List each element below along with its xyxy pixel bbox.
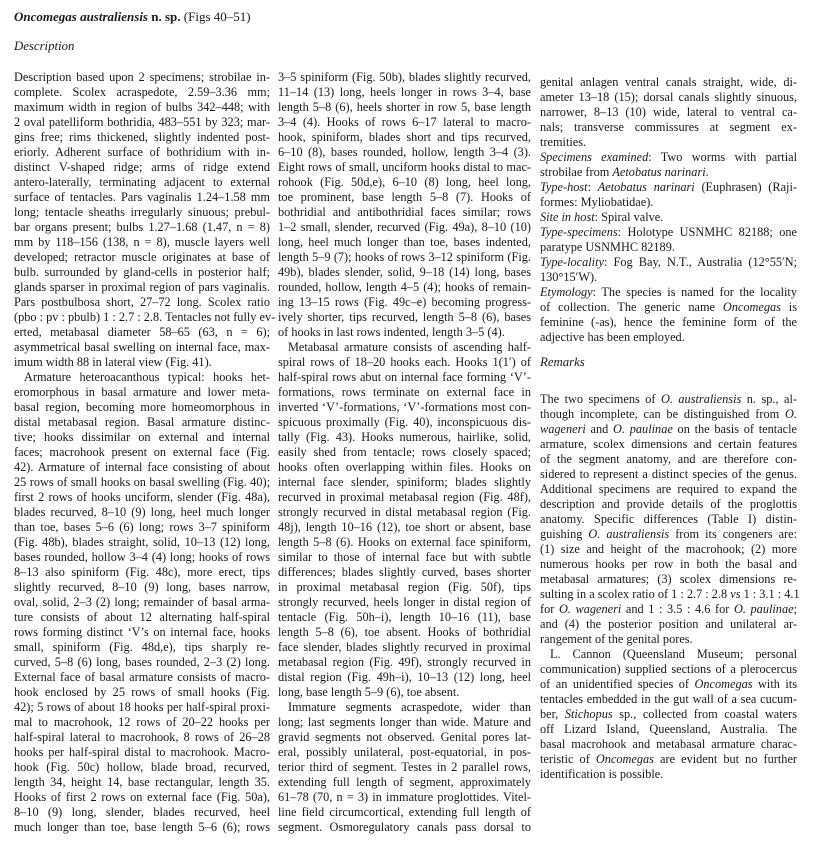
text-line: gravid segments not observed. Genital pores lat- — [278, 730, 531, 744]
text-line: than toe, bases 5–6 (6) long; rows 3–7 spiniform — [14, 520, 270, 534]
text-line: 11–14 (13) long, heels longer in rows 3–4, base — [278, 85, 531, 99]
paragraph — [14, 70, 276, 370]
text-line: ively shorter, tips recurved, length 5–8 (6), bases — [278, 310, 531, 324]
text-line: long, base length 5–9 (6), toe absent. — [278, 685, 460, 699]
text-line: tive; hooks dissimilar on external and internal — [14, 430, 270, 444]
italic-text: Aetobatus narinari — [597, 180, 695, 194]
text-line: length 5–8 (6). Hooks on external face spiniform, — [278, 535, 531, 549]
text-line: complete. Scolex acraspedote, 2.59–3.36 mm; — [14, 85, 270, 99]
text-line: nals; transverse commissures at segment ex- — [540, 120, 797, 134]
text-line: bulb. surrounded by gland-cells in posterior half; — [14, 265, 270, 279]
description-heading: Description — [14, 39, 75, 53]
italic-text: Oncomegas — [694, 677, 753, 691]
text-run: is — [780, 300, 797, 314]
remarks-section — [540, 392, 800, 782]
text-run: : Spiral valve. — [594, 210, 664, 224]
text-line: 48j), length 10–16 (12), toe short or absent, base — [278, 520, 531, 534]
text-line: half-spiral lateral to macrohook, 8 rows of 26–28 — [14, 730, 270, 744]
text-line — [540, 752, 797, 767]
text-line: extending full length of segment, approximately — [278, 775, 531, 789]
text-run: though incomplete, can be distinguished from — [540, 407, 786, 421]
text-line: terior third of segment. Testes in 2 parallel rows, — [278, 760, 531, 774]
text-run: teristic of — [540, 752, 596, 766]
text-line: in proximal metabasal region (Fig. 50f), tips — [278, 580, 531, 594]
italic-text: O. australiensis — [660, 392, 742, 406]
text-line: paratype USNMHC 82189. — [540, 240, 675, 254]
text-run: of collection. The generic name — [540, 300, 723, 314]
text-line: description and provide details of the proglottis — [540, 497, 797, 511]
text-line: rounded, hollow, length 4–5 (4); hooks of remain- — [278, 280, 531, 294]
text-line: easily shed from tentacle; rows closely spaced; — [278, 445, 531, 459]
italic-text: O. australiensis — [588, 527, 670, 541]
text-line: mal to macrohook, 12 rows of 20–22 hooks per — [14, 715, 270, 729]
text-line: first 2 rows of hooks unciform, slender (Fig. 48a), — [14, 490, 270, 504]
text-line: metabasal armatures; (3) scolex dimensions re- — [540, 572, 797, 586]
text-line: oval, solid, 2–3 (2) long; remainder of basal arma- — [14, 595, 270, 609]
text-line: strongly recurved, heels longer in distal region of — [278, 595, 531, 609]
text-line: 3–4 (4). Hooks of rows 6–17 lateral to macro- — [278, 115, 531, 129]
text-line: internal face slender, spiniform; blades slightly — [278, 475, 531, 489]
text-line: armature, scolex dimensions and certain features — [540, 437, 797, 451]
paragraph — [540, 285, 797, 345]
text-line: 6–10 (8), bases rounded, hollow, length 3–4 (3). — [278, 145, 531, 159]
text-line: 25 rows of small hooks on basal swelling (Fig. 40); — [14, 475, 270, 489]
paragraph — [540, 255, 797, 285]
text-line: hooks often overlapping within files. Hooks on — [278, 460, 531, 474]
text-line: erted, metabasal diameter 58–65 (63, n = 6); — [14, 325, 270, 339]
text-run: sulting in a scolex ratio of 1 : 2.7 : 2.8 — [540, 587, 731, 601]
text-run: from its congeners are: — [669, 527, 798, 541]
text-line: ture consists of about 12 alternating half-spiral — [14, 610, 270, 624]
text-line: of the segment anatomy, and are therefore con- — [540, 452, 797, 466]
text-line: adjective has been employed. — [540, 330, 685, 344]
text-line: 2 oval patelliform bothridia, 483–551 by 323; mar- — [14, 115, 270, 129]
text-line: spiral rows of 18–20 hooks each. Hooks 1(1′) of — [278, 355, 531, 369]
italic-text: O. — [785, 407, 797, 421]
text-line: length 5–8 (6), heels shorter in row 5, base length — [278, 100, 531, 114]
text-line: formations, rows terminate on external face in — [278, 385, 531, 399]
text-line: eriorly. Adherent surface of bothridium with in- — [14, 145, 270, 159]
italic-text: Type-specimens — [540, 225, 618, 239]
text-line: metabasal region (Fig. 49f), strongly recurved in — [278, 655, 531, 669]
text-run: . — [705, 165, 709, 179]
text-run: ber, — [540, 707, 565, 721]
text-line: much longer than toe, base length 5–6 (6); rows — [14, 820, 270, 834]
italic-text: Type-locality — [540, 255, 604, 269]
text-line: eromorphous in basal armature and lower meta- — [14, 385, 270, 399]
text-line: ing 13–15 rows (Fig. 49c–e) becoming progress- — [278, 295, 531, 309]
text-line: anatomy. Specific differences (Table I) distin- — [540, 512, 797, 526]
text-line: (1) size and height of the macrohook; (2) more — [540, 542, 797, 556]
text-line: tally (Fig. 43). Hooks numerous, hairlike, solid, — [278, 430, 531, 444]
italic-text: vs — [730, 587, 741, 601]
text-line: Additional specimens are required to expand the — [540, 482, 797, 496]
text-line: communication) supplied sections of a plerocercus — [540, 662, 797, 676]
text-line — [540, 225, 797, 240]
text-line — [540, 255, 797, 270]
text-line: Eight rows of small, unciform hooks distal to mac- — [278, 160, 531, 174]
taxonomy-section — [540, 75, 797, 345]
text-line: long, heel much longer than toe, bases indented, — [278, 235, 531, 249]
text-run: of an unidentified species of — [540, 677, 695, 691]
remarks-heading: Remarks — [540, 355, 585, 369]
paragraph — [278, 340, 531, 700]
text-line: basal region, becoming more homeomorphous in — [14, 400, 270, 414]
text-run: 1 : 3.1 : 4.1 — [740, 587, 800, 601]
text-line — [540, 527, 797, 542]
text-line: basal macrohook and metabasal armature charac- — [540, 737, 797, 751]
text-line: length 34, height 14, base rectangular, length 35. — [14, 775, 270, 789]
text-line: narrower, 8–13 (10) wide, lateral to ventral ca- — [540, 105, 797, 119]
text-line — [540, 210, 797, 225]
text-run: : — [587, 180, 598, 194]
text-line: rohook (Fig. 50d,e), 6–10 (8) long, heel long, — [278, 175, 531, 189]
text-line: distal metabasal region. Basal armature distinc- — [14, 415, 270, 429]
text-line: imum width 88 in lateral view (Fig. 41). — [14, 355, 212, 369]
species-heading — [14, 9, 251, 25]
text-line: distal region (Fig. 49h–i), 10–13 (12) long, heel — [278, 670, 531, 684]
text-line: 3–5 spiniform (Fig. 50b), blades slightly recurved, — [278, 70, 531, 84]
text-line: tremities. — [540, 135, 587, 149]
text-run: sp., collected from coastal waters — [612, 707, 798, 721]
text-line: length 5–8 (6), toe absent. Hooks of bothridial — [278, 625, 531, 639]
text-line: bases rounded, hollow 3–4 (4) long; hooks of rows — [14, 550, 270, 564]
text-line: off Lizard Island, Queensland, Australia. The — [540, 722, 797, 736]
text-line: 130°15′W). — [540, 270, 598, 284]
text-line: 8–10 (9) long, slender, blades recurved, heel — [14, 805, 270, 819]
text-run: for — [540, 602, 559, 616]
text-run: with its — [752, 677, 797, 691]
text-line — [540, 587, 800, 602]
text-line: and (4) the posterior position and unilateral ar- — [540, 617, 797, 631]
text-line: Immature segments acraspedote, wider than — [288, 700, 531, 714]
italic-text: Stichopus — [564, 707, 613, 721]
text-line: Description based upon 2 specimens; strobilae in- — [14, 70, 270, 84]
column-3 — [540, 75, 800, 782]
text-line: formes: Myliobatidae). — [540, 195, 654, 209]
text-line — [540, 180, 797, 195]
text-run: The two specimens of — [540, 392, 661, 406]
text-run: strobilae from — [540, 165, 613, 179]
paragraph — [278, 70, 531, 340]
text-line: spicuous proximally (Fig. 40), inconspicuous dis- — [278, 415, 531, 429]
text-run: and 1 : 3.5 : 4.6 for — [621, 602, 734, 616]
text-line: mm by 118–156 (138, n = 8), muscle layers well — [14, 235, 270, 249]
text-line — [540, 602, 797, 617]
text-run: n. sp., al- — [741, 392, 798, 406]
text-line: gins free; rims thickened, slightly indented post- — [14, 130, 270, 144]
text-line: strongly recurved in distal metabasal region (Fig. — [278, 505, 531, 519]
paragraph — [540, 150, 797, 180]
text-line: long; tentacle sheaths irregularly sinuous; prebul- — [14, 205, 270, 219]
text-line: identification is possible. — [540, 767, 664, 781]
text-run: are evident but no further — [653, 752, 798, 766]
text-line: blades recurved, 8–10 (9) long, heel much longer — [14, 505, 270, 519]
text-run: : Fog Bay, N.T., Australia (12°55′N; — [603, 255, 797, 269]
text-line — [540, 150, 797, 165]
text-line: surface of tentacles. Pars vaginalis 1.24–1.58 mm — [14, 190, 270, 204]
species-name: Oncomegas australiensis — [14, 9, 148, 24]
text-line: 49b), blades slender, solid, 9–18 (14) long, bases — [278, 265, 531, 279]
text-line: (Fig. 48b), blades straight, solid, 10–13 (12) long, — [14, 535, 270, 549]
text-line: 8–13 also spiniform (Fig. 48c), more erect, tips — [14, 565, 270, 579]
text-line: numerous hooks per row in both the basal and — [540, 557, 797, 571]
italic-text: Type-host — [540, 180, 588, 194]
text-line: long; last segments longer than wide. Mature and — [278, 715, 531, 729]
text-run: : Two worms with partial — [648, 150, 798, 164]
text-line: bar organs present; bulbs 1.27–1.68 (1.47, n = 8) — [14, 220, 270, 234]
text-line: hooks per half-spiral distal to macrohook. Macro- — [14, 745, 270, 759]
text-line — [540, 707, 797, 722]
text-line: face slender, blades slightly recurved in proximal — [278, 640, 531, 654]
text-line — [540, 285, 797, 300]
text-run: : The species is named for the locality — [592, 285, 797, 299]
italic-text: O. wageneri — [558, 602, 622, 616]
text-run: on the basis of tentacle — [672, 422, 797, 436]
text-line: tentacles embedded in the gut wall of a sea cucum- — [540, 692, 797, 706]
italic-text: Site in host — [540, 210, 595, 224]
text-line: genital anlagen ventral canals straight, wide, di- — [540, 75, 797, 89]
paragraph — [540, 75, 797, 150]
text-line: faces; macrohook present on external face (Fig. — [14, 445, 270, 459]
text-line — [540, 407, 797, 422]
text-line: antero-laterally, terminating adjacent to external — [14, 175, 270, 189]
figure-reference: (Figs 40–51) — [180, 9, 251, 24]
new-species-label: n. sp. — [148, 9, 181, 24]
italic-text: Specimens examined — [540, 150, 649, 164]
paragraph — [540, 647, 797, 782]
text-line — [540, 300, 797, 315]
text-line: line field circumcortical, extending full length of — [278, 805, 531, 819]
text-line: inverted ‘V’-formations, ‘V’-formations most con- — [278, 400, 531, 414]
italic-text: Aetobatus narinari — [612, 165, 706, 179]
column-2 — [278, 70, 531, 835]
text-line: small, spiniform (Fig. 48d,e), tips sharply re- — [14, 640, 270, 654]
text-line — [540, 422, 797, 437]
text-line: differences; blades slightly curved, bases shorter — [278, 565, 531, 579]
text-line: segment. Osmoregulatory canals pass dorsal to — [278, 820, 531, 834]
text-line: hook, spiniform, blades short and tips recurved, — [278, 130, 531, 144]
text-line: 42); 5 rows of about 18 hooks per half-spiral proxi- — [14, 700, 270, 714]
text-line: hook enclosed by 25 rows of small hooks (Fig. — [14, 685, 270, 699]
text-run: guishing — [540, 527, 589, 541]
text-line: curved, 5–8 (6) long, bases rounded, 2–3 (2) long. — [14, 655, 270, 669]
text-line: rows forming distinct ‘V’s on internal face, hooks — [14, 625, 270, 639]
text-run: and — [585, 422, 614, 436]
text-line: Pars postbulbosa short, 27–72 long. Scolex ratio — [14, 295, 270, 309]
paragraph — [278, 700, 531, 835]
paragraph — [540, 225, 797, 255]
text-line: rangement of the genital pores. — [540, 632, 693, 646]
text-line: feminine (-as), hence the feminine form of the — [540, 315, 797, 329]
italic-text: Etymology — [540, 285, 593, 299]
text-line: Metabasal armature consists of ascending half- — [288, 340, 531, 354]
text-run: : Holotype USNMHC 82188; one — [617, 225, 797, 239]
paragraph — [540, 180, 797, 210]
text-line — [540, 165, 797, 180]
text-line: recurved in proximal metabasal region (Fig. 48f), — [278, 490, 531, 504]
text-run: ; — [793, 602, 797, 616]
text-line: maximum width in region of bulbs 342–448; with — [14, 100, 270, 114]
text-line — [540, 677, 797, 692]
text-line: distinct V-shaped ridge; arms of ridge extend — [14, 160, 270, 174]
text-line: similar to those of internal face but with subtle — [278, 550, 531, 564]
text-line: developed; retractor muscle originates at base of — [14, 250, 270, 264]
text-line: (pbo : pv : pbulb) 1 : 2.7 : 2.8. Tentacles not fully ev- — [14, 310, 276, 324]
text-line: L. Cannon (Queensland Museum; personal — [550, 647, 797, 661]
paragraph — [14, 370, 270, 835]
paragraph — [540, 392, 800, 647]
text-line: 42). Armature of internal face consisting of about — [14, 460, 270, 474]
italic-text: O. paulinae — [733, 602, 794, 616]
text-line: tentacle (Fig. 50h–i), length 10–16 (11), base — [278, 610, 531, 624]
text-line: ameter 13–18 (15); dorsal canals slightly sinuous, — [540, 90, 797, 104]
text-line: eral, possibly unilateral, post-equatorial, in pos- — [278, 745, 531, 759]
text-line: asymmetrical basal swelling on internal face, max- — [14, 340, 270, 354]
text-line: bothridial and antibothridial faces similar; rows — [278, 205, 531, 219]
italic-text: O. paulinae — [613, 422, 673, 436]
text-line: hook (Fig. 50c) hollow, blade broad, recurved, — [14, 760, 270, 774]
italic-text: Oncomegas — [722, 300, 781, 314]
text-line: length 5–9 (7); hooks of rows 3–12 spiniform (Fig. — [278, 250, 531, 264]
text-line: Hooks of first 2 rows on external face (Fig. 50a), — [14, 790, 270, 804]
text-line: Armature heteroacanthous typical: hooks het- — [24, 370, 270, 384]
text-line: External face of basal armature consists of macro- — [14, 670, 270, 684]
column-1 — [14, 70, 276, 835]
text-line: toe prominent, base length 5–8 (7). Hooks of — [278, 190, 531, 204]
text-line: 1–2 small, slender, recurved (Fig. 49a), 8–10 (10) — [278, 220, 531, 234]
italic-text: Oncomegas — [595, 752, 654, 766]
italic-text: wageneri — [540, 422, 586, 436]
text-line: glands sparser in proximal region of pars vaginalis. — [14, 280, 270, 294]
text-line: slightly recurved, 8–10 (9) long, bases narrow, — [14, 580, 270, 594]
text-line: 61–78 (70, n = 3) in immature proglottides. Vitel- — [278, 790, 531, 804]
paragraph — [540, 210, 797, 225]
text-line: half-spiral rows abut on internal face forming ‘V’- — [278, 370, 531, 384]
text-line: of hooks in last rows indented, length 3–5 (4). — [278, 325, 505, 339]
text-line: sidered to represent a distinct species of the genus. — [540, 467, 797, 481]
text-line — [540, 392, 797, 407]
text-run: (Euphrasen) (Raji- — [694, 180, 797, 194]
